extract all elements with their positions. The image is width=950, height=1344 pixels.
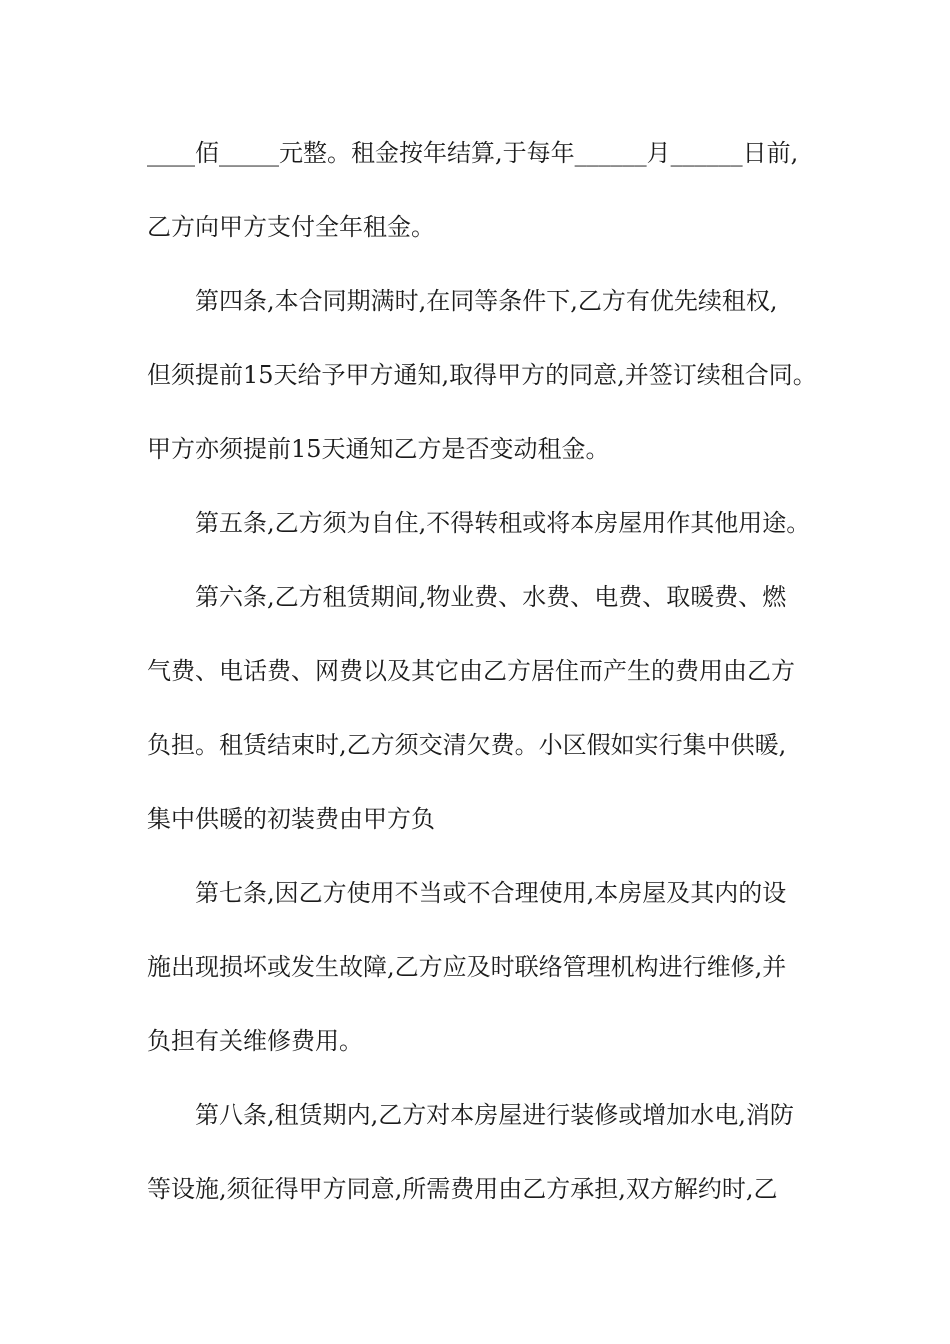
article-8-line: 第八条,租赁期内,乙方对本房屋进行装修或增加水电,消防: [195, 1101, 794, 1129]
article-7-line: 第七条,因乙方使用不当或不合理使用,本房屋及其内的设: [195, 879, 787, 907]
text-line: 等设施,须征得甲方同意,所需费用由乙方承担,双方解约时,乙: [147, 1175, 778, 1203]
text-line: 负担有关维修费用。: [147, 1027, 363, 1055]
text-line: 集中供暖的初装费由甲方负: [147, 805, 435, 833]
text-line: 施出现损坏或发生故障,乙方应及时联络管理机构进行维修,并: [147, 953, 787, 981]
text-line: 乙方向甲方支付全年租金。: [147, 213, 435, 241]
text-line: 甲方亦须提前15天通知乙方是否变动租金。: [147, 435, 610, 463]
document-body: [147, 130, 817, 1240]
article-4-line: 第四条,本合同期满时,在同等条件下,乙方有优先续租权,: [195, 287, 778, 315]
article-5-line: 第五条,乙方须为自住,不得转租或将本房屋用作其他用途。: [195, 509, 811, 537]
article-6-line: 第六条,乙方租赁期间,物业费、水费、电费、取暖费、燃: [195, 583, 787, 611]
text-line: 但须提前15天给予甲方通知,取得甲方的同意,并签订续租合同。: [147, 361, 817, 389]
text-line: 负担。租赁结束时,乙方须交清欠费。小区假如实行集中供暖,: [147, 731, 787, 759]
text-line: 气费、电话费、网费以及其它由乙方居住而产生的费用由乙方: [147, 657, 795, 685]
text-line: ____佰_____元整。租金按年结算,于每年______月______日前,: [147, 139, 799, 167]
